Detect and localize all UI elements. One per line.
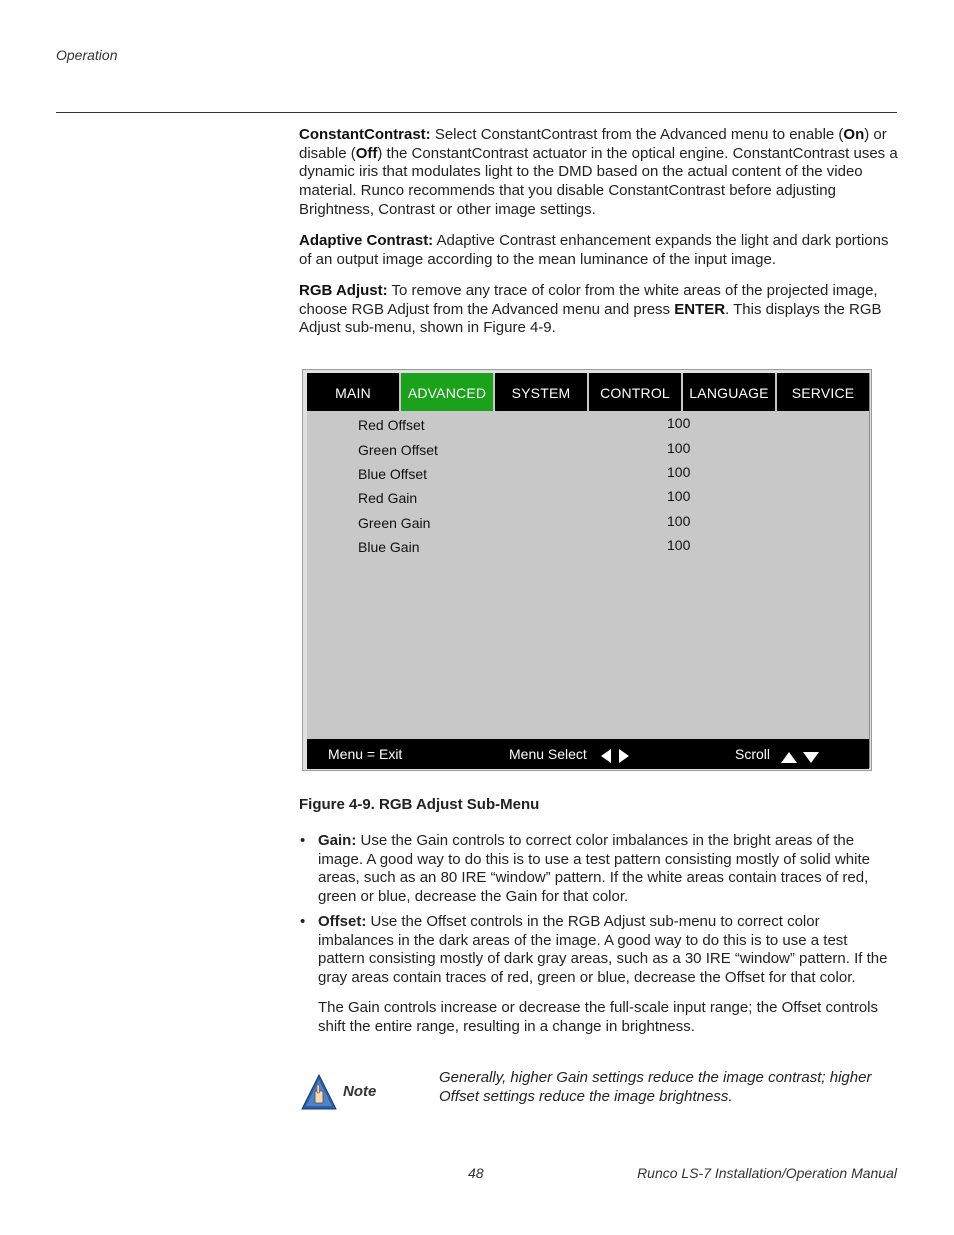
note-hand-icon: [301, 1074, 337, 1110]
tab-service[interactable]: SERVICE: [791, 385, 855, 401]
arrow-right-icon: [619, 749, 629, 763]
left-right-arrow-icons: [601, 747, 629, 763]
term-adaptive-contrast: Adaptive Contrast:: [299, 232, 434, 249]
arrow-down-icon: [803, 752, 819, 763]
menu-row-value: 100: [667, 513, 691, 529]
paragraph-constantcontrast: [299, 126, 899, 220]
menu-row-value: 100: [667, 537, 691, 553]
menu-row-label: Red Gain: [358, 490, 418, 506]
text-span: Use the Offset controls in the RGB Adjust sub-menu to correct color imbalances in the dark areas of the image. A good way to do this is to use a test pattern consisting mostly of dark gray areas, such as a 30 IRE “window” pattern. If the gray areas contain traces of red, green or blue, decrease the Offset for that color.: [318, 913, 888, 987]
menu-row-red-gain[interactable]: [307, 486, 869, 510]
text-span: To remove any trace of color from the white areas of the projected image, choose RGB Adjust from the Advanced menu and press: [299, 282, 878, 318]
menu-row-label: Green Gain: [358, 515, 431, 531]
note-text: Generally, higher Gain settings reduce the image contrast; higher Offset settings reduce the image brightness.: [439, 1069, 872, 1105]
bullet-marker: •: [300, 913, 306, 930]
tab-control[interactable]: CONTROL: [589, 373, 683, 411]
menu-row-blue-gain[interactable]: [307, 535, 869, 559]
text-span: ) the ConstantContrast actuator in the optical engine. ConstantContrast uses a dynamic iris that modulates light to the DMD based on the actual content of the video material. Runco recommends that you disable ConstantContrast before adjusting Brightness, Contrast or other image settings.: [299, 144, 898, 218]
paragraph-adaptive-contrast: [299, 232, 899, 269]
menu-select-hint: Menu Select: [509, 746, 587, 762]
text-span: ) or disable (: [299, 126, 887, 162]
bullet-gain: [318, 832, 898, 907]
menu-exit-hint: Menu = Exit: [328, 746, 403, 762]
term-on: On: [843, 126, 865, 143]
bullet-marker: •: [300, 832, 306, 849]
term-off: Off: [355, 144, 378, 162]
header-rule: [56, 112, 897, 113]
paragraph-rgb-adjust: [299, 282, 899, 338]
menu-row-blue-offset[interactable]: [307, 462, 869, 486]
text-span: Use the Gain controls to correct color imbalances in the bright areas of the image. A good way to do this is to use a test pattern consisting mostly of solid white areas, such as an 80 IRE “window” pattern. If the white areas contain traces of red, green or blue, decrease the Gain for that color.: [318, 832, 870, 906]
menu-row-value: 100: [667, 440, 691, 456]
tab-system[interactable]: SYSTEM: [495, 373, 589, 411]
menu-row-label: Blue Gain: [358, 539, 420, 555]
osd-tab-bar: [307, 373, 869, 411]
menu-row-value: 100: [667, 464, 691, 480]
arrow-left-icon: [601, 749, 611, 763]
menu-row-red-offset[interactable]: [307, 413, 869, 437]
text-span: Select ConstantContrast from the Advanced menu to enable (: [430, 126, 844, 143]
tab-language[interactable]: LANGUAGE: [683, 373, 777, 411]
term-constantcontrast: ConstantContrast:: [299, 126, 431, 143]
page-number: 48: [468, 1165, 484, 1181]
note-label: Note: [343, 1083, 377, 1100]
menu-row-label: Blue Offset: [358, 466, 428, 482]
menu-row-label: Red Offset: [358, 417, 425, 433]
tab-advanced[interactable]: ADVANCED: [401, 373, 495, 411]
menu-row-green-offset[interactable]: [307, 438, 869, 462]
text-span: Adaptive Contrast enhancement expands the light and dark portions of an output image according to the mean luminance of the input image.: [299, 232, 889, 268]
menu-row-green-gain[interactable]: [307, 511, 869, 535]
bullet-offset: [318, 913, 898, 988]
text-span: . This displays the RGB Adjust sub-menu, shown in Figure 4-9.: [299, 300, 882, 337]
menu-row-value: 100: [667, 488, 691, 504]
tab-main[interactable]: MAIN: [307, 373, 401, 411]
menu-row-value: 100: [667, 415, 691, 431]
menu-row-label: Green Offset: [358, 442, 438, 458]
up-down-arrow-icons: [781, 748, 819, 764]
manual-title: Runco LS-7 Installation/Operation Manual: [637, 1165, 897, 1181]
rgb-adjust-menu-figure: [302, 369, 872, 771]
running-header: Operation: [56, 47, 118, 63]
term-enter: ENTER: [674, 300, 726, 318]
term-rgb-adjust: RGB Adjust:: [299, 282, 388, 299]
osd-footer-bar: [307, 739, 869, 769]
figure-caption: Figure 4-9. RGB Adjust Sub-Menu: [299, 796, 540, 813]
term-gain: Gain:: [318, 832, 357, 849]
term-offset: Offset:: [318, 913, 367, 930]
osd-menu-screen: [307, 373, 870, 768]
scroll-hint: Scroll: [735, 746, 771, 762]
arrow-up-icon: [781, 752, 797, 763]
paragraph-summary: The Gain controls increase or decrease the full-scale input range; the Offset controls shift the entire range, resulting in a change in brightness.: [318, 999, 879, 1035]
